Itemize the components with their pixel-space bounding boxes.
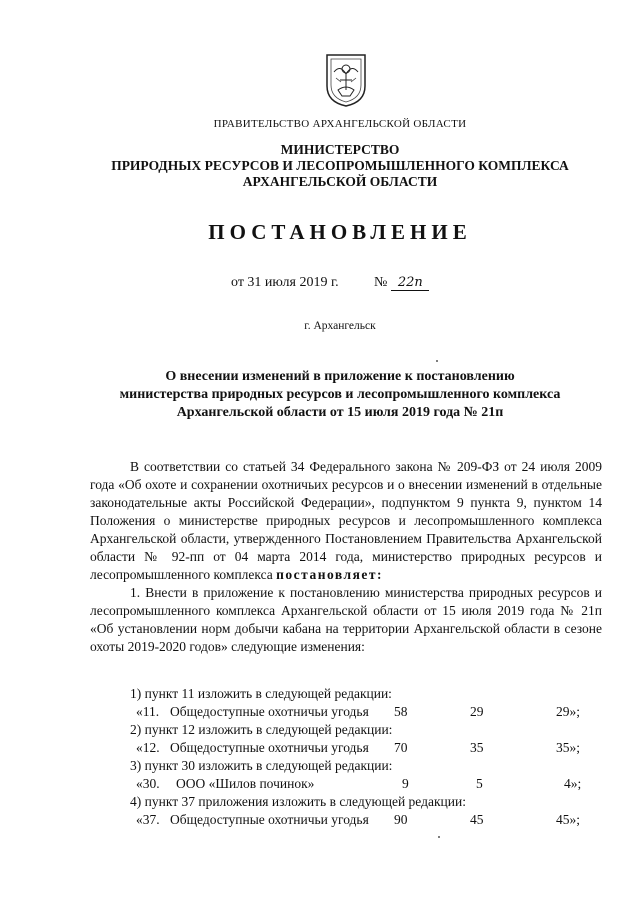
row-hunting-ground: Общедоступные охотничьи угодья (170, 704, 369, 719)
row-value-3: 4»; (564, 776, 582, 791)
ministry-line-3: АРХАНГЕЛЬСКОЙ ОБЛАСТИ (242, 174, 438, 189)
row-value-2: 29 (470, 704, 484, 719)
title-line-3: Архангельской области от 15 июля 2019 года № 21п (176, 405, 504, 420)
row-number: «12. (136, 740, 160, 755)
change-2-row (136, 740, 596, 758)
scan-speck (436, 360, 438, 362)
preamble-text: В соответствии со статьей 34 Федерального закона № 209-ФЗ от 24 июля 2009 года «Об охоте и сохранении охотничьих ресурсов и о внесении изменений в отдельные законодательные акты Российской Федерации», подпунктом 9 пункта 9, пунктом 14 Положения о министерстве природных ресурсов и лесопромышленного комплекса Архангельской области, утвержденного Постановлением Правительства Архангельской области № 92-пп от 04 марта 2014 года, министерство природных ресурсов и лесопромышленного комплекса (90, 459, 602, 582)
government-name: ПРАВИТЕЛЬСТВО АРХАНГЕЛЬСКОЙ ОБЛАСТИ (213, 118, 467, 130)
document-date: от 31 июля 2019 г. (231, 275, 339, 290)
resolves-keyword: постановляет: (276, 567, 384, 582)
ministry-line-2: ПРИРОДНЫХ РЕСУРСОВ И ЛЕСОПРОМЫШЛЕННОГО КОМПЛЕКСА (111, 158, 569, 173)
title-line-2: министерства природных ресурсов и лесопромышленного комплекса (119, 387, 561, 402)
change-4-row (136, 812, 596, 830)
ministry-name (0, 142, 640, 190)
row-value-1: 9 (402, 776, 409, 791)
document-number (374, 275, 429, 291)
row-value-1: 58 (394, 704, 408, 719)
change-4-instruction: 4) пункт 37 приложения изложить в следующей редакции: (130, 794, 466, 809)
item-1-paragraph: 1. Внести в приложение к постановлению министерства природных ресурсов и лесопромышленного комплекса Архангельской области от 15 июля 2019 года № 21п «Об установлении норм добычи кабана на территории Архангельской области в сезоне охоты 2019-2020 годов» следующие изменения: (90, 585, 602, 654)
number-label: № (374, 275, 388, 290)
ministry-line-1: МИНИСТЕРСТВО (280, 142, 400, 157)
preamble-paragraph (90, 458, 602, 584)
document-type: ПОСТАНОВЛЕНИЕ (208, 220, 472, 244)
change-3-instruction: 3) пункт 30 изложить в следующей редакции: (130, 758, 393, 773)
document-body (90, 458, 602, 656)
row-value-1: 70 (394, 740, 408, 755)
change-3-row (136, 776, 596, 794)
row-value-2: 45 (470, 812, 484, 827)
document-title (80, 368, 600, 422)
row-value-3: 29»; (556, 704, 581, 719)
row-number: «30. (136, 776, 160, 791)
row-hunting-ground: Общедоступные охотничьи угодья (170, 740, 369, 755)
title-line-1: О внесении изменений в приложение к постановлению (165, 369, 515, 384)
row-number: «11. (136, 704, 160, 719)
scan-speck (438, 836, 440, 838)
row-number: «37. (136, 812, 160, 827)
row-value-3: 35»; (556, 740, 581, 755)
row-value-2: 35 (470, 740, 484, 755)
row-value-3: 45»; (556, 812, 581, 827)
coat-of-arms-icon (324, 52, 368, 108)
row-value-2: 5 (476, 776, 483, 791)
city-name: г. Архангельск (304, 320, 376, 332)
change-1-row (136, 704, 596, 722)
row-hunting-ground: Общедоступные охотничьи угодья (170, 812, 369, 827)
row-value-1: 90 (394, 812, 408, 827)
change-2-instruction: 2) пункт 12 изложить в следующей редакции: (130, 722, 393, 737)
row-hunting-ground: ООО «Шилов починок» (176, 776, 315, 791)
number-value: 22п (391, 275, 429, 291)
change-1-instruction: 1) пункт 11 изложить в следующей редакции: (130, 686, 392, 701)
